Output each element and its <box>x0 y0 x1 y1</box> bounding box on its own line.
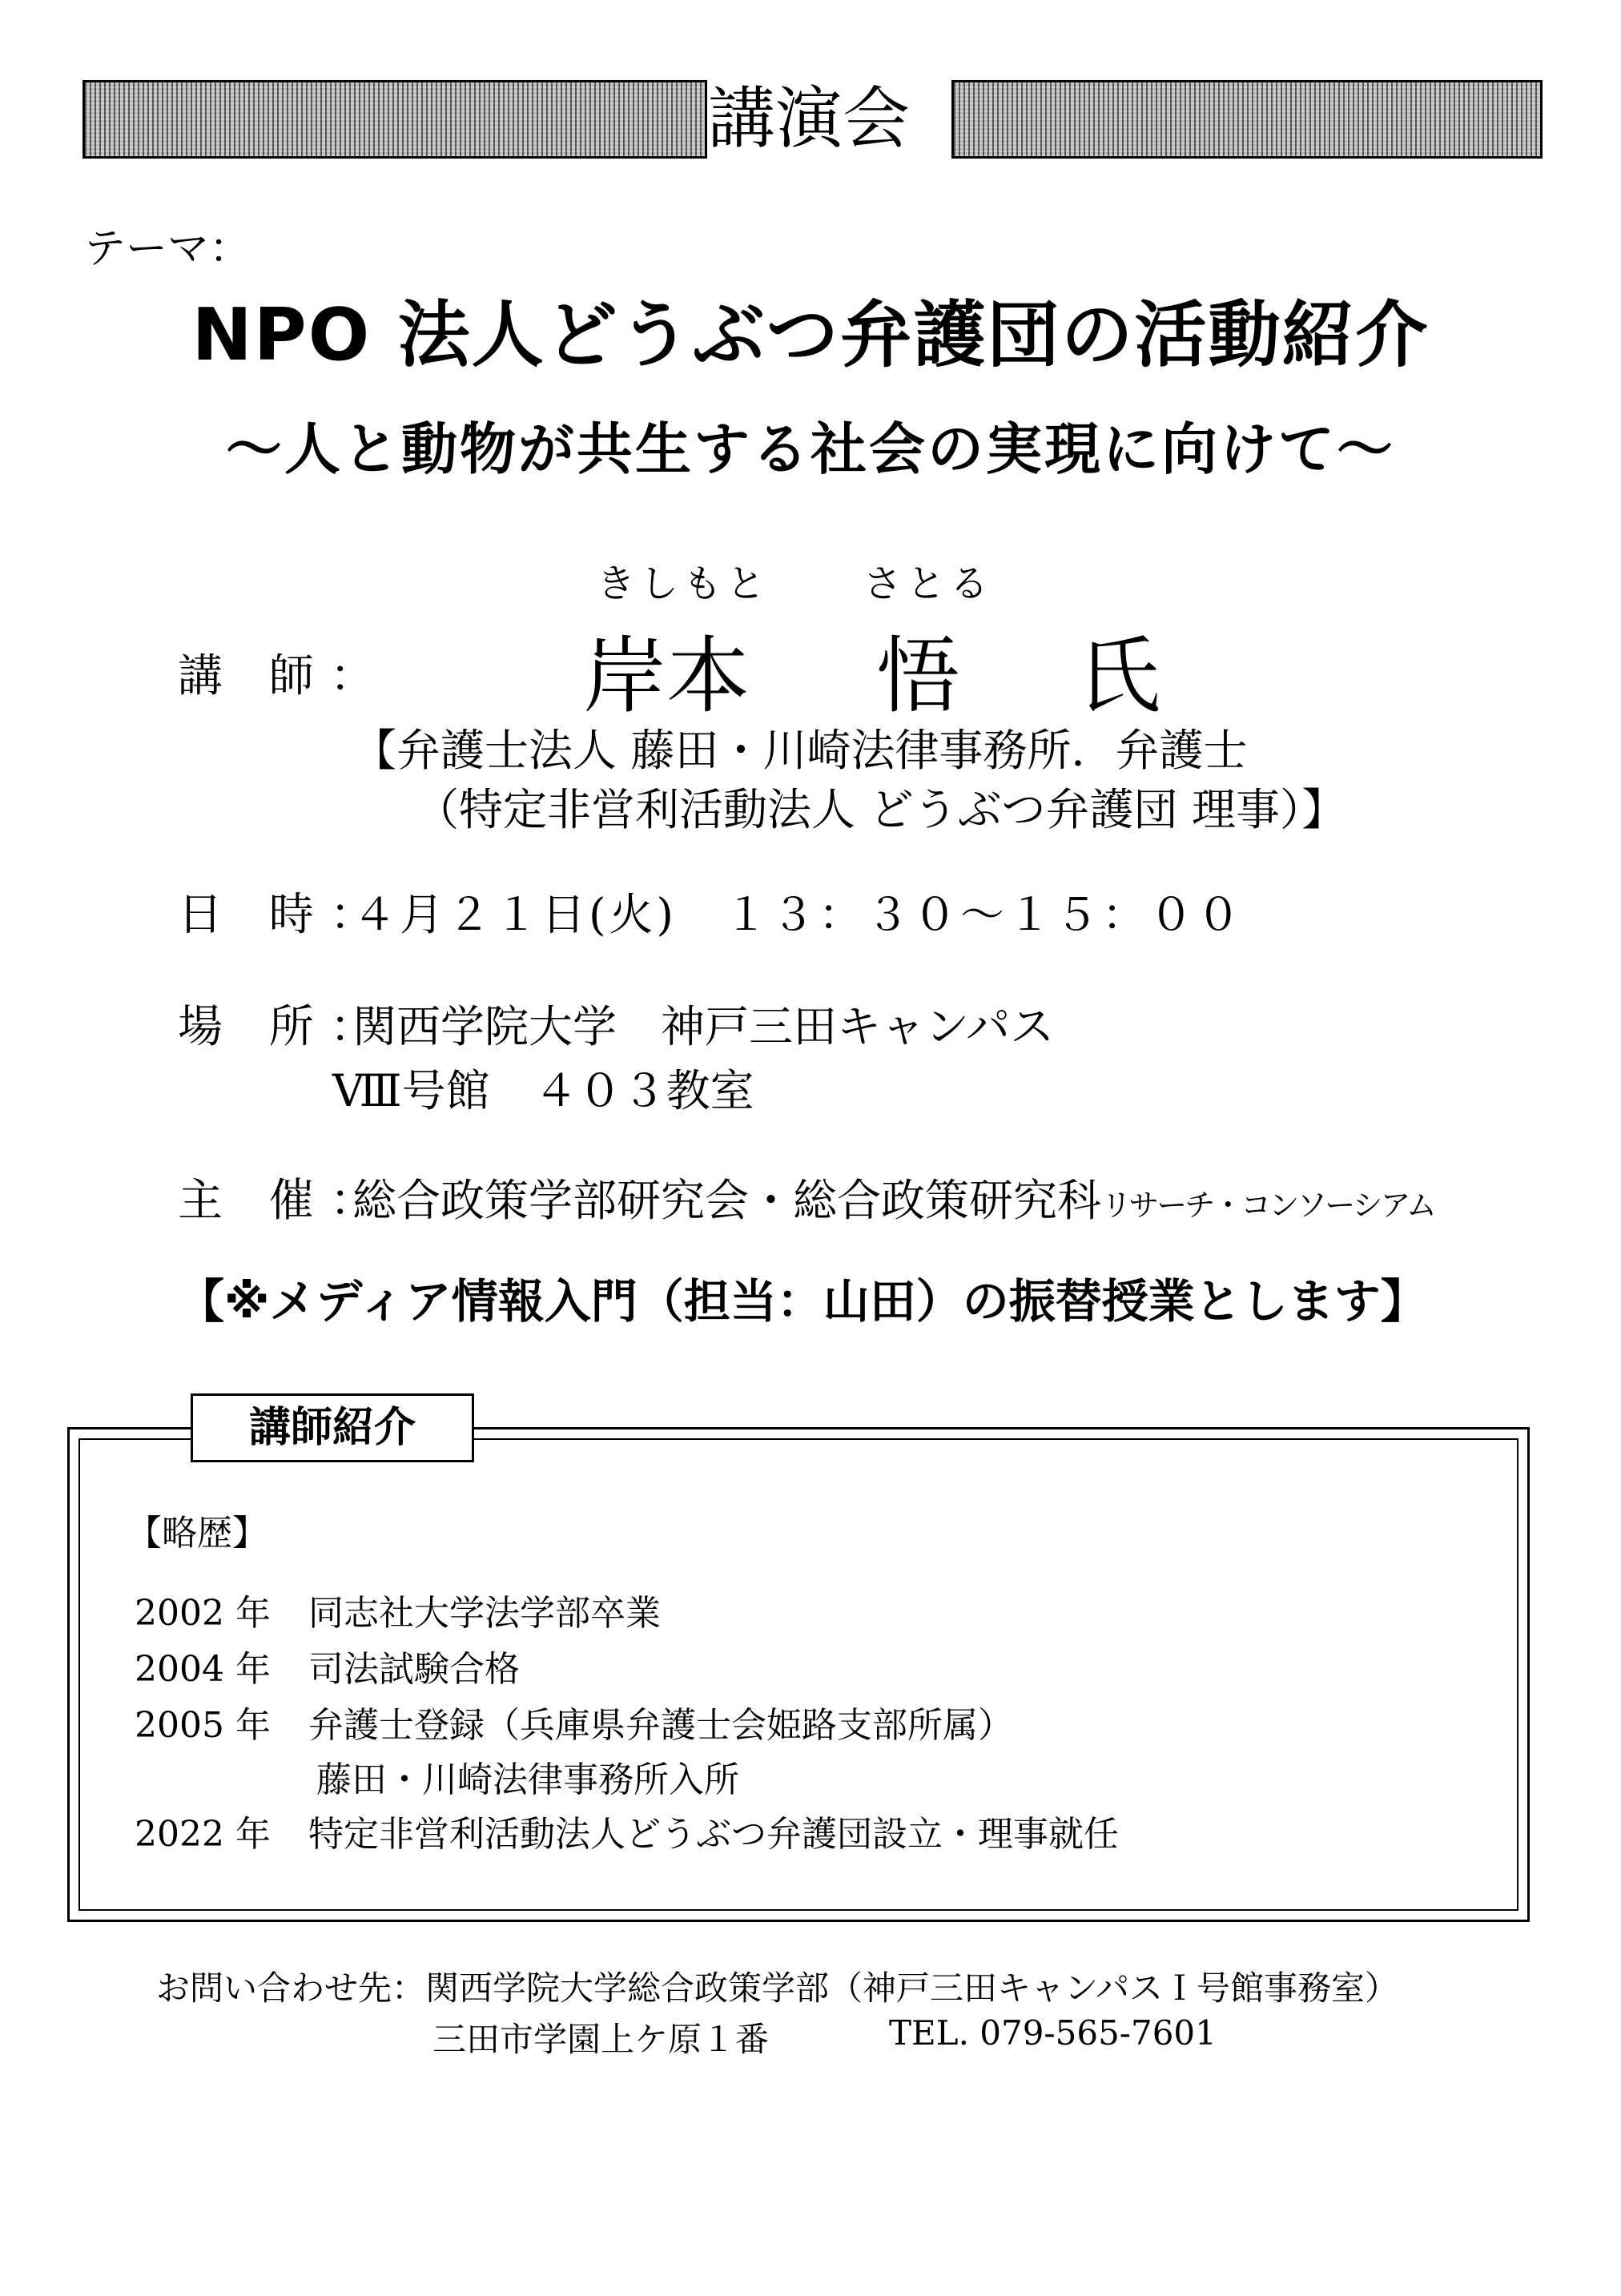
speaker-given-name: 悟 <box>876 627 960 725</box>
contact-line: お問い合わせ先：関西学院大学総合政策学部（神戸三田キャンパスＩ号館事務室） <box>156 1968 1399 2008</box>
history-year: 2005 年 <box>135 1705 271 1746</box>
history-year: 2002 年 <box>135 1593 271 1634</box>
speaker-affiliation-1: 【弁護士法人 藤田・川崎法律事務所．弁護士 <box>352 725 1248 776</box>
speaker-label: 講 師： <box>178 650 391 702</box>
history-text: 弁護士登録（兵庫県弁護士会姫路支部所属） <box>308 1705 1013 1746</box>
speaker-family-reading: きしもと <box>597 561 770 606</box>
speaker-family-name: 岸本 <box>583 627 750 725</box>
datetime-label: 日 時： <box>178 889 391 941</box>
organizer-value <box>352 1165 1434 1228</box>
history-text: 特定非営利活動法人どうぶつ弁護団設立・理事就任 <box>308 1814 1119 1855</box>
contact-tel: TEL. 079-565-7601 <box>889 2013 1217 2053</box>
contact-address: 三田市学園上ケ原１番 <box>432 2020 770 2059</box>
history-text: 同志社大学法学部卒業 <box>308 1593 661 1634</box>
history-text: 藤田・川崎法律事務所入所 <box>316 1759 739 1800</box>
sub-title: 〜人と動物が共生する社会の実現に向けて〜 <box>226 416 1395 482</box>
history-text: 司法試験合格 <box>308 1649 520 1690</box>
speaker-honorific: 氏 <box>1077 627 1161 725</box>
banner-hatch-left <box>82 80 707 159</box>
speaker-affiliation-2: （特定非営利活動法人 どうぶつ弁護団 理事）】 <box>415 784 1346 835</box>
history-year: 2004 年 <box>135 1649 271 1690</box>
organizer-label: 主 催： <box>178 1175 391 1227</box>
history-year: 2022 年 <box>135 1814 271 1855</box>
datetime-value: ４月２１日(火) １３：３０〜１５：００ <box>352 889 1244 940</box>
speaker-given-reading: さとる <box>863 561 994 606</box>
place-line1: 関西学院大学 神戸三田キャンパス <box>352 1001 1055 1052</box>
history-heading: 【略歴】 <box>127 1513 267 1554</box>
theme-label: テーマ： <box>84 225 251 273</box>
place-label: 場 所： <box>178 1001 391 1053</box>
organizer-consortium: リサーチ・コンソーシアム <box>1101 1188 1434 1223</box>
banner-hatch-right <box>951 80 1543 159</box>
makeup-class-notice: 【※メディア情報入門（担当：山田）の振替授業とします】 <box>178 1274 1427 1329</box>
main-title: NPO 法人どうぶつ弁護団の活動紹介 <box>191 293 1430 377</box>
place-line2: Ⅷ号館 ４０３教室 <box>332 1065 754 1116</box>
organizer-main: 総合政策学部研究会・総合政策研究科 <box>352 1175 1102 1226</box>
banner-title: 講演会 <box>707 79 910 158</box>
profile-box-title: 講師紹介 <box>191 1393 474 1462</box>
